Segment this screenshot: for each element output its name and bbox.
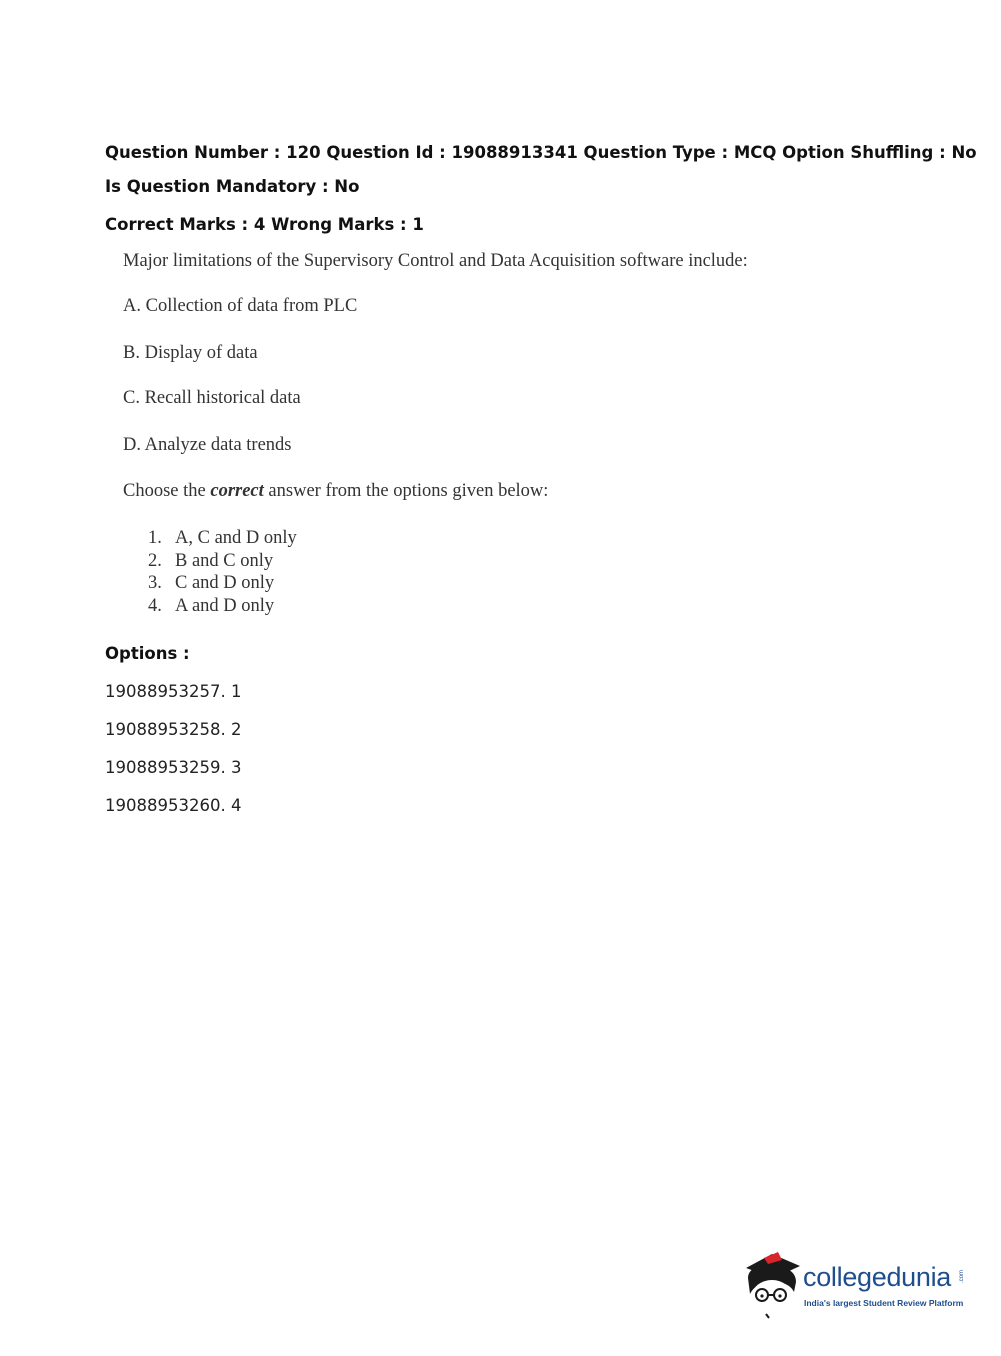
question-meta-line: Question Number : 120 Question Id : 19088913341 Question Type : MCQ Option Shuffling : No (105, 143, 977, 162)
question-marks-line: Correct Marks : 4 Wrong Marks : 1 (105, 215, 424, 234)
collegedunia-logo (742, 1248, 972, 1320)
choose-prefix: Choose the (123, 481, 211, 501)
answer-choice-text: B and C only (175, 550, 274, 571)
logo-brand-name: collegedunia (803, 1262, 952, 1292)
answer-choice (148, 550, 297, 573)
answer-choice-number: 4. (148, 596, 162, 617)
choose-emphasis: correct (210, 481, 264, 501)
choose-instruction (123, 481, 548, 502)
option-item: 19088953259. 3 (105, 758, 242, 777)
question-stem: Major limitations of the Supervisory Control and Data Acquisition software include: (123, 251, 748, 271)
answer-choice-number: 2. (148, 550, 162, 571)
answer-choice-number: 3. (148, 573, 162, 594)
answer-choice (148, 527, 297, 550)
answer-choice-text: A and D only (175, 596, 275, 617)
choose-suffix: answer from the options given below: (263, 481, 549, 501)
logo-tagline: India's largest Student Review Platform (804, 1298, 964, 1308)
answer-choice (148, 572, 297, 595)
options-heading: Options : (105, 644, 190, 663)
option-item: 19088953260. 4 (105, 796, 242, 815)
option-item: 19088953257. 1 (105, 682, 242, 701)
answer-choice-list (148, 527, 297, 618)
answer-choice-number: 1. (148, 528, 162, 548)
logo-domain-suffix: .com (959, 1270, 965, 1284)
answer-choice (148, 595, 297, 618)
statement-c: C. Recall historical data (123, 388, 301, 408)
statement-b: B. Display of data (123, 343, 258, 363)
answer-choice-text: C and D only (175, 573, 275, 594)
statement-d: D. Analyze data trends (123, 435, 292, 455)
graduate-mascot-icon (742, 1248, 804, 1320)
statement-a: A. Collection of data from PLC (123, 296, 358, 316)
option-item: 19088953258. 2 (105, 720, 242, 739)
question-mandatory-line: Is Question Mandatory : No (105, 177, 360, 196)
answer-choice-text: A, C and D only (175, 528, 297, 548)
